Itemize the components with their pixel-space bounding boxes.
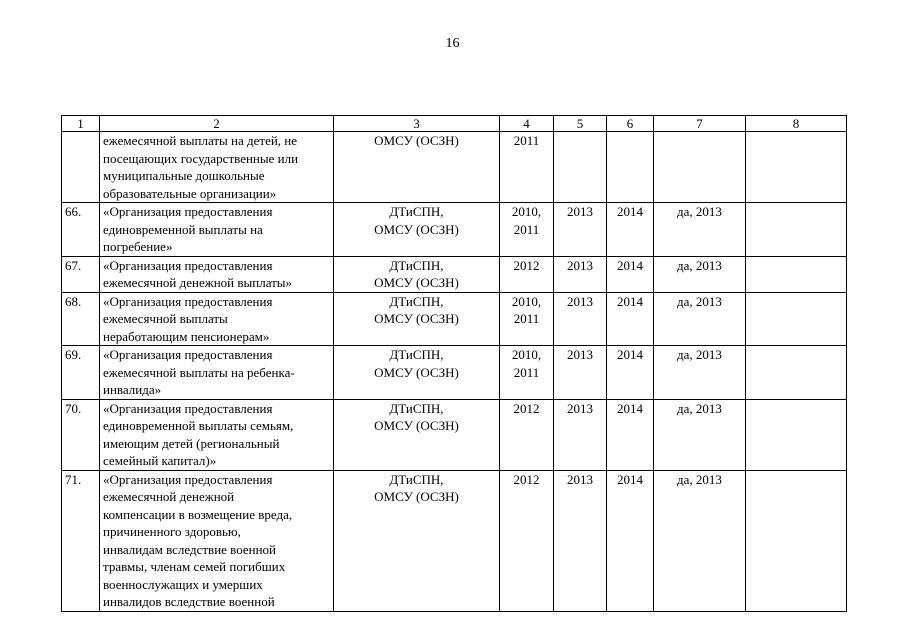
cell-line: 2010, xyxy=(511,293,542,309)
col8-cell xyxy=(746,470,847,611)
cell-line: ОМСУ (ОСЗН) xyxy=(374,275,459,290)
col7-cell: да, 2013 xyxy=(654,346,746,400)
col8-cell xyxy=(746,256,847,292)
cell-line: «Организация предоставления xyxy=(103,293,273,309)
cell-line: ОМСУ (ОСЗН) xyxy=(374,311,459,326)
col4-cell xyxy=(500,399,554,470)
cell-line: погребение» xyxy=(103,239,173,254)
cell-line: посещающих государственные или xyxy=(103,150,299,166)
cell-line: ежемесячной денежной xyxy=(103,489,235,504)
col8-cell xyxy=(746,399,847,470)
executor-cell xyxy=(334,203,500,257)
cell-line: единовременной выплаты семьям, xyxy=(103,418,294,433)
cell-line: инвалидам вследствие военной xyxy=(103,541,277,557)
cell-line: 2010, xyxy=(511,204,542,219)
table-row xyxy=(62,346,847,400)
col7-cell xyxy=(654,132,746,203)
col6-cell: 2014 xyxy=(607,203,654,257)
row-number-cell xyxy=(62,132,100,203)
column-header-7: 7 xyxy=(654,116,746,132)
cell-line: военнослужащих и умерших xyxy=(103,576,263,592)
col5-cell: 2013 xyxy=(554,292,607,346)
executor-cell xyxy=(334,132,500,203)
services-table xyxy=(61,115,847,612)
cell-line: «Организация предоставления xyxy=(103,400,273,416)
cell-line: семейный капитал)» xyxy=(103,453,217,468)
row-number-cell: 69. xyxy=(62,346,100,400)
cell-line: травмы, членам семей погибших xyxy=(103,559,286,574)
service-name-cell xyxy=(100,292,334,346)
cell-line: ДТиСПН, xyxy=(389,257,444,273)
cell-line: ДТиСПН, xyxy=(389,400,444,416)
service-name-cell xyxy=(100,203,334,257)
cell-line: 2011 xyxy=(513,311,540,326)
row-number-cell: 68. xyxy=(62,292,100,346)
cell-line: ДТиСПН, xyxy=(389,204,444,219)
cell-line: 2012 xyxy=(513,400,540,416)
col7-cell: да, 2013 xyxy=(654,203,746,257)
col5-cell xyxy=(554,132,607,203)
col6-cell xyxy=(607,132,654,203)
cell-line: ОМСУ (ОСЗН) xyxy=(374,418,459,433)
cell-line: 2011 xyxy=(513,221,540,237)
col4-cell xyxy=(500,256,554,292)
col6-cell: 2014 xyxy=(607,399,654,470)
table-row xyxy=(62,470,847,611)
col8-cell xyxy=(746,132,847,203)
service-name-cell xyxy=(100,256,334,292)
executor-cell xyxy=(334,292,500,346)
col5-cell: 2013 xyxy=(554,203,607,257)
col8-cell xyxy=(746,346,847,400)
cell-line: причиненного здоровью, xyxy=(103,524,241,539)
cell-line: ОМСУ (ОСЗН) xyxy=(374,364,459,380)
column-header-5: 5 xyxy=(554,116,607,132)
cell-line: образовательные организации» xyxy=(103,185,277,201)
table-row xyxy=(62,256,847,292)
service-name-cell xyxy=(100,346,334,400)
col6-cell: 2014 xyxy=(607,470,654,611)
cell-line: ежемесячной выплаты xyxy=(103,311,228,326)
column-header-8: 8 xyxy=(746,116,847,132)
col8-cell xyxy=(746,203,847,257)
col6-cell: 2014 xyxy=(607,256,654,292)
col5-cell: 2013 xyxy=(554,470,607,611)
cell-line: ОМСУ (ОСЗН) xyxy=(374,133,459,148)
service-name-cell xyxy=(100,399,334,470)
cell-line: «Организация предоставления xyxy=(103,471,273,487)
table-row xyxy=(62,203,847,257)
cell-line: инвалидов вследствие военной xyxy=(103,594,275,609)
cell-line: ежемесячной выплаты на ребенка- xyxy=(103,364,295,380)
col7-cell: да, 2013 xyxy=(654,292,746,346)
col8-cell xyxy=(746,292,847,346)
row-number-cell: 71. xyxy=(62,470,100,611)
page-number: 16 xyxy=(445,36,460,51)
cell-line: «Организация предоставления xyxy=(103,347,273,362)
cell-line: «Организация предоставления xyxy=(103,257,273,273)
row-number-cell: 66. xyxy=(62,203,100,257)
table-row xyxy=(62,292,847,346)
cell-line: ежемесячной денежной выплаты» xyxy=(103,275,293,290)
cell-line: 2011 xyxy=(513,133,540,148)
executor-cell xyxy=(334,399,500,470)
col5-cell: 2013 xyxy=(554,399,607,470)
col6-cell: 2014 xyxy=(607,346,654,400)
header-row xyxy=(62,116,847,132)
cell-line: 2011 xyxy=(513,364,540,380)
col7-cell: да, 2013 xyxy=(654,399,746,470)
cell-line: 2012 xyxy=(513,257,540,273)
cell-line: муниципальные дошкольные xyxy=(103,168,265,183)
col4-cell xyxy=(500,346,554,400)
column-header-1: 1 xyxy=(62,116,100,132)
cell-line: ОМСУ (ОСЗН) xyxy=(374,489,459,504)
executor-cell xyxy=(334,346,500,400)
executor-cell xyxy=(334,470,500,611)
col7-cell: да, 2013 xyxy=(654,470,746,611)
executor-cell xyxy=(334,256,500,292)
service-name-cell xyxy=(100,132,334,203)
cell-line: имеющим детей (региональный xyxy=(103,435,280,451)
cell-line: ежемесячной выплаты на детей, не xyxy=(103,133,298,148)
column-header-4: 4 xyxy=(500,116,554,132)
table-body xyxy=(62,132,847,612)
cell-line: неработающим пенсионерам» xyxy=(103,328,270,344)
cell-line: инвалида» xyxy=(103,382,162,397)
column-header-3: 3 xyxy=(334,116,500,132)
col6-cell: 2014 xyxy=(607,292,654,346)
col4-cell xyxy=(500,203,554,257)
cell-line: «Организация предоставления xyxy=(103,204,273,219)
col7-cell: да, 2013 xyxy=(654,256,746,292)
col4-cell xyxy=(500,292,554,346)
cell-line: ДТиСПН, xyxy=(389,347,444,362)
cell-line: 2010, xyxy=(511,347,542,362)
column-header-6: 6 xyxy=(607,116,654,132)
table-row xyxy=(62,132,847,203)
col5-cell: 2013 xyxy=(554,346,607,400)
row-number-cell: 67. xyxy=(62,256,100,292)
service-name-cell xyxy=(100,470,334,611)
column-header-2: 2 xyxy=(100,116,334,132)
col5-cell: 2013 xyxy=(554,256,607,292)
cell-line: ОМСУ (ОСЗН) xyxy=(374,221,459,237)
cell-line: компенсации в возмещение вреда, xyxy=(103,506,293,522)
table-row xyxy=(62,399,847,470)
cell-line: ДТиСПН, xyxy=(389,293,444,309)
cell-line: единовременной выплаты на xyxy=(103,221,263,237)
col4-cell xyxy=(500,470,554,611)
cell-line: ДТиСПН, xyxy=(389,471,444,487)
cell-line: 2012 xyxy=(513,471,540,487)
row-number-cell: 70. xyxy=(62,399,100,470)
col4-cell xyxy=(500,132,554,203)
